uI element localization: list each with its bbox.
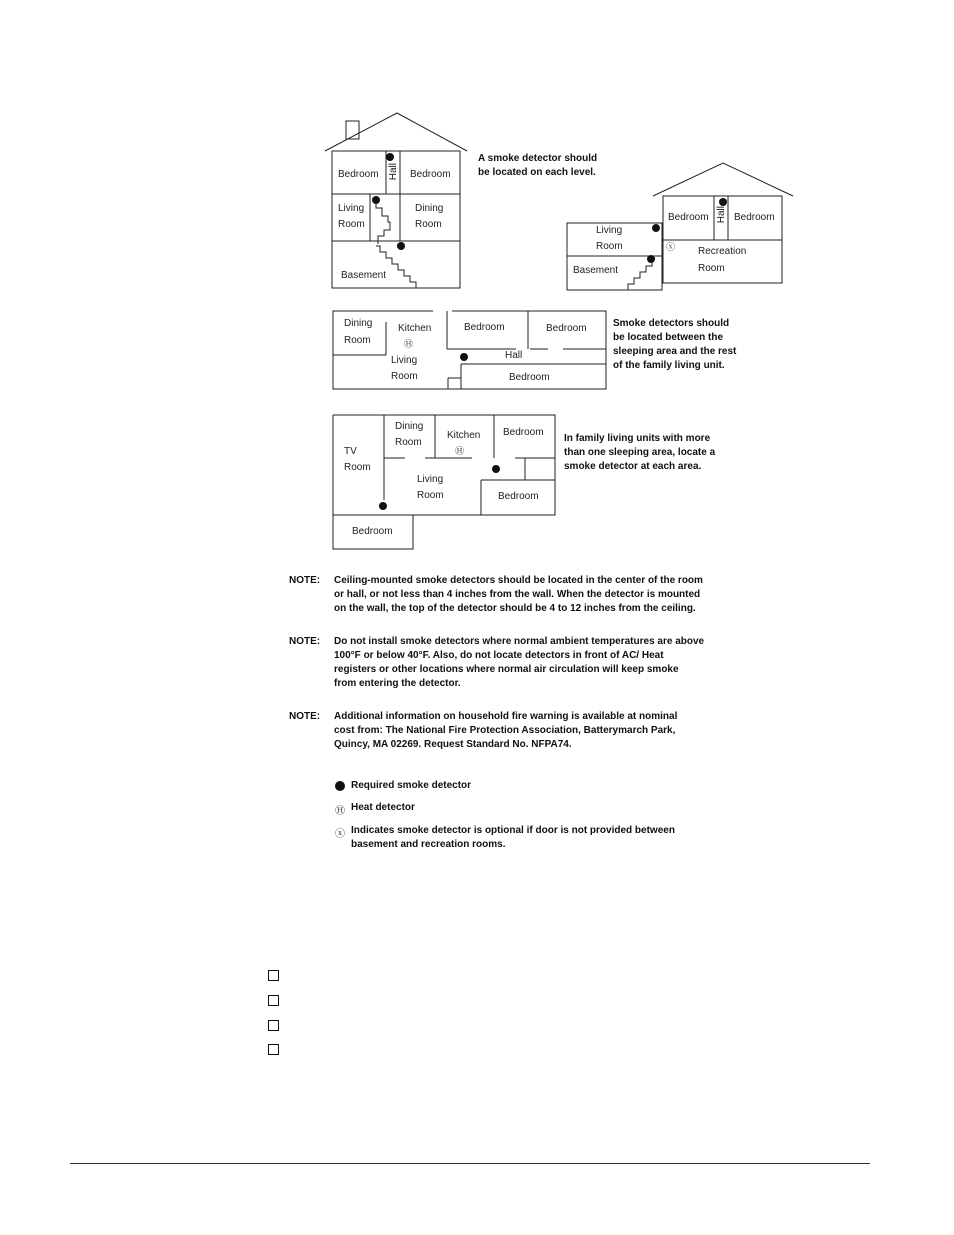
room-label: Room (395, 437, 422, 448)
room-label: Living (338, 203, 365, 214)
checkbox[interactable] (268, 1020, 279, 1031)
optional-detector-icon: ⓧ (335, 829, 345, 840)
room-label: Room (417, 490, 444, 501)
room-label: Bedroom (668, 212, 709, 223)
room-label: Dining (415, 203, 444, 214)
note-label: NOTE: (289, 636, 321, 647)
room-label: Room (391, 371, 418, 382)
diagram1-caption: A smoke detector should be located on each level. (478, 153, 598, 178)
room-label: Room (415, 219, 442, 230)
room-label: Bedroom (734, 212, 775, 223)
room-label: Living (596, 225, 623, 236)
room-label: Bedroom (498, 491, 539, 502)
room-label: Room (344, 335, 371, 346)
note-text: Do not install smoke detectors where normal ambient temperatures are above 100°F or below 40°F. Also, do not locate detectors in front of AC/ Heat registers or other locations where normal air circulation will keep smoke from entering the detector. (334, 636, 705, 689)
room-label: Dining (344, 318, 373, 329)
diagram4-caption: In family living units with more than one sleeping area, locate a smoke detector at each area. (564, 433, 716, 472)
room-label: TV (344, 446, 357, 457)
room-label: Dining (395, 421, 424, 432)
room-label: Bedroom (509, 372, 550, 383)
heat-detector-icon: Ⓗ (335, 806, 345, 817)
room-label: Basement (573, 265, 619, 276)
room-label: Kitchen (447, 430, 481, 441)
room-label: Room (596, 241, 623, 252)
note-text: Ceiling-mounted smoke detectors should be located in the center of the room or hall, or not less than 4 inches from the wall. When the detector is mounted on the wall, the top of the detector should be 4 to 12 inches from the ceiling. (334, 575, 703, 614)
room-label: Bedroom (338, 169, 379, 180)
room-label: Room (698, 263, 725, 274)
room-label: Recreation (698, 246, 747, 257)
room-label: Living (417, 474, 444, 485)
required-detector-symbol (335, 781, 345, 791)
room-label: Basement (341, 270, 387, 281)
room-label: Bedroom (464, 322, 505, 333)
room-label: Bedroom (546, 323, 587, 334)
legend-optional: Indicates smoke detector is optional if door is not provided between basement and recreation rooms. (351, 825, 675, 850)
room-label: Living (391, 355, 418, 366)
room-label: Room (344, 462, 371, 473)
optional-detector-icon: ⓧ (666, 243, 676, 253)
diagram3-caption: Smoke detectors should be located between the sleeping area and the rest of the family living unit. (613, 318, 737, 371)
checkbox[interactable] (268, 970, 279, 981)
checkbox[interactable] (268, 995, 279, 1006)
checkbox[interactable] (268, 1044, 279, 1055)
legend-required: Required smoke detector (351, 780, 472, 791)
hall-label: Hall (716, 206, 727, 224)
room-label: Bedroom (410, 169, 451, 180)
heat-detector-icon: Ⓗ (404, 340, 414, 350)
note-label: NOTE: (289, 711, 321, 722)
note-label: NOTE: (289, 575, 321, 586)
legend-heat: Heat detector (351, 802, 415, 813)
hall-label: Hall (388, 163, 399, 181)
note-text: Additional information on household fire warning is available at nominal cost from: The National Fire Protection Association, Batterymarch Park, Quincy, MA 02269. Request Standard No. NFPA74. (334, 711, 678, 750)
room-label: Kitchen (398, 323, 432, 334)
room-label: Bedroom (352, 526, 393, 537)
room-label: Hall (505, 350, 523, 361)
room-label: Room (338, 219, 365, 230)
room-label: Bedroom (503, 427, 544, 438)
footer-divider (70, 1163, 870, 1164)
heat-detector-icon: Ⓗ (455, 447, 465, 457)
